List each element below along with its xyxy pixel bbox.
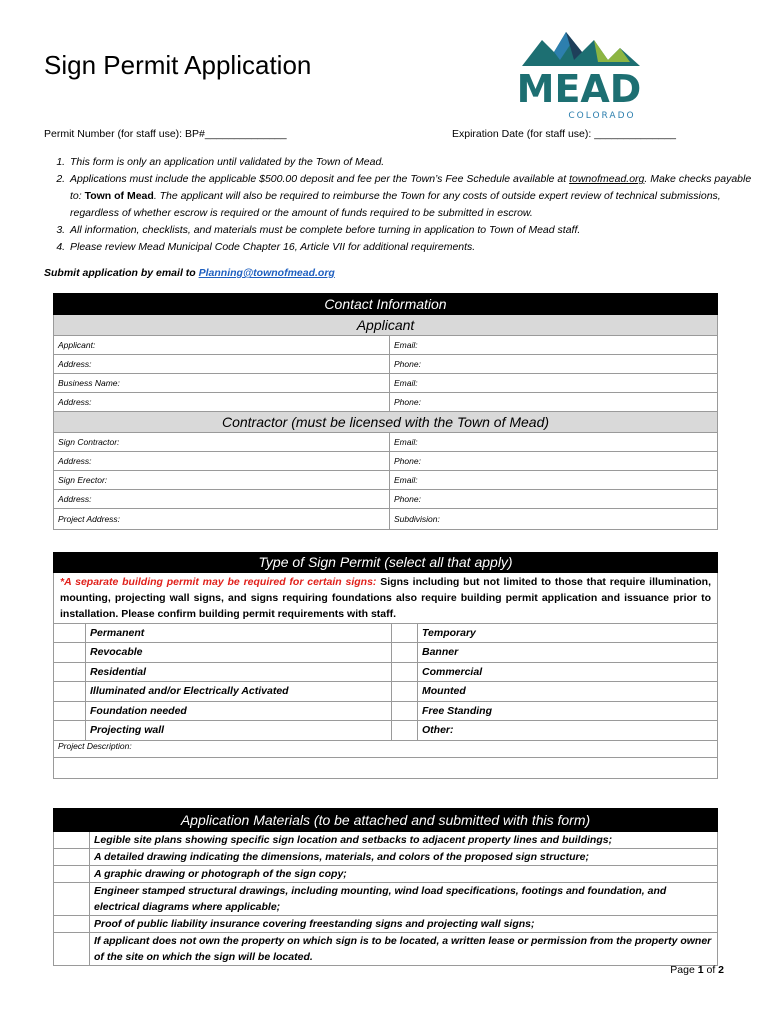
revocable-label: Revocable (86, 643, 392, 663)
applicant-address-field[interactable]: Address: (54, 355, 390, 374)
foundation-checkbox[interactable] (54, 701, 86, 721)
submit-instructions: Submit application by email to Planning@townofmead.org (44, 267, 335, 279)
warning-red-text: *A separate building permit may be required for certain signs: (60, 575, 377, 588)
note-3: 3. All information, checklists, and materials must be complete before turning in application to Town of Mead staff. (68, 222, 758, 239)
sign-erector-field[interactable]: Sign Erector: (54, 471, 390, 490)
engineer-drawings-checkbox[interactable] (54, 883, 90, 916)
banner-checkbox[interactable] (392, 643, 418, 663)
applicant-field[interactable]: Applicant: (54, 336, 390, 355)
contact-table (53, 293, 718, 530)
note-1: 1. This form is only an application until validated by the Town of Mead. (68, 154, 758, 171)
business-address-field[interactable]: Address: (54, 393, 390, 412)
commercial-checkbox[interactable] (392, 662, 418, 682)
applicant-phone-field[interactable]: Phone: (390, 355, 718, 374)
materials-header: Application Materials (to be attached and submitted with this form) (54, 809, 718, 832)
graphic-drawing-checkbox[interactable] (54, 866, 90, 883)
page-indicator: Page 1 of 2 (670, 964, 724, 976)
other-checkbox[interactable] (392, 721, 418, 741)
business-name-field[interactable]: Business Name: (54, 374, 390, 393)
materials-table (53, 808, 718, 966)
erector-email-field[interactable]: Email: (390, 471, 718, 490)
insurance-checkbox[interactable] (54, 916, 90, 933)
contractor-email-field[interactable]: Email: (390, 433, 718, 452)
projecting-wall-label: Projecting wall (86, 721, 392, 741)
sign-contractor-field[interactable]: Sign Contractor: (54, 433, 390, 452)
illuminated-label: Illuminated and/or Electrically Activated (86, 682, 392, 702)
site-plans-checkbox[interactable] (54, 832, 90, 849)
website-link[interactable]: townofmead.org (569, 173, 645, 185)
material-item: Proof of public liability insurance covering freestanding signs and projecting wall signs; (90, 916, 718, 933)
logo-wordmark: MEAD (516, 67, 642, 111)
project-description-field[interactable] (54, 757, 718, 778)
contractor-phone-field[interactable]: Phone: (390, 452, 718, 471)
contractor-address-field[interactable]: Address: (54, 452, 390, 471)
banner-label: Banner (418, 643, 718, 663)
temporary-checkbox[interactable] (392, 623, 418, 643)
sign-type-table (53, 552, 718, 779)
permanent-checkbox[interactable] (54, 623, 86, 643)
foundation-label: Foundation needed (86, 701, 392, 721)
lease-permission-checkbox[interactable] (54, 933, 90, 966)
building-permit-warning: *A separate building permit may be required for certain signs: Signs including but not limited to those that require illumination, mounting, projecting wall signs, and signs requiring foundations also require building permit application and issuance prior to installation. Please confirm building permit requirements with staff. (54, 572, 718, 623)
mounted-checkbox[interactable] (392, 682, 418, 702)
temporary-label: Temporary (418, 623, 718, 643)
sign-type-header: Type of Sign Permit (select all that apply) (54, 553, 718, 573)
applicant-email-field[interactable]: Email: (390, 336, 718, 355)
free-standing-label: Free Standing (418, 701, 718, 721)
free-standing-checkbox[interactable] (392, 701, 418, 721)
residential-checkbox[interactable] (54, 662, 86, 682)
note-2: 2. Applications must include the applicable $500.00 deposit and fee per the Town’s Fee Schedule available at townofmead.org. Make checks payable to: Town of Mead. The applicant will also be required to reimburse the Town for any costs of outside expert review of technical submissions, regardless of whether escrow is required or the amount of funds required to be submitted in escrow. (68, 171, 758, 222)
business-email-field[interactable]: Email: (390, 374, 718, 393)
material-item: Engineer stamped structural drawings, including mounting, wind load specifications, footings and foundation, and electrical diagrams where applicable; (90, 883, 718, 916)
page-title: Sign Permit Application (44, 50, 312, 80)
material-item: If applicant does not own the property on which sign is to be located, a written lease or permission from the property owner of the site on which the sign will be located. (90, 933, 718, 966)
contact-header: Contact Information (54, 294, 718, 315)
logo-subtitle: COLORADO (568, 111, 636, 120)
projecting-wall-checkbox[interactable] (54, 721, 86, 741)
mounted-label: Mounted (418, 682, 718, 702)
detailed-drawing-checkbox[interactable] (54, 849, 90, 866)
applicant-header: Applicant (54, 315, 718, 336)
erector-address-field[interactable]: Address: (54, 490, 390, 509)
subdivision-field[interactable]: Subdivision: (390, 509, 718, 530)
material-item: A detailed drawing indicating the dimensions, materials, and colors of the proposed sign structure; (90, 849, 718, 866)
note-4: 4. Please review Mead Municipal Code Chapter 16, Article VII for additional requirements. (68, 239, 758, 256)
contractor-header: Contractor (must be licensed with the Town of Mead) (54, 412, 718, 433)
project-address-field[interactable]: Project Address: (54, 509, 390, 530)
instructions-list (44, 154, 758, 256)
illuminated-checkbox[interactable] (54, 682, 86, 702)
permanent-label: Permanent (86, 623, 392, 643)
erector-phone-field[interactable]: Phone: (390, 490, 718, 509)
permit-number-label: Permit Number (for staff use): BP#______________ (44, 128, 287, 140)
expiration-date-label: Expiration Date (for staff use): ______________ (452, 128, 676, 140)
mead-logo (508, 26, 650, 120)
material-item: Legible site plans showing specific sign location and setbacks to adjacent property lines and buildings; (90, 832, 718, 849)
business-phone-field[interactable]: Phone: (390, 393, 718, 412)
other-label: Other: (418, 721, 718, 741)
revocable-checkbox[interactable] (54, 643, 86, 663)
planning-email-link[interactable]: Planning@townofmead.org (198, 267, 335, 279)
material-item: A graphic drawing or photograph of the sign copy; (90, 866, 718, 883)
residential-label: Residential (86, 662, 392, 682)
project-description-label: Project Description: (54, 740, 718, 757)
commercial-label: Commercial (418, 662, 718, 682)
logo-mountain-green (594, 40, 630, 62)
